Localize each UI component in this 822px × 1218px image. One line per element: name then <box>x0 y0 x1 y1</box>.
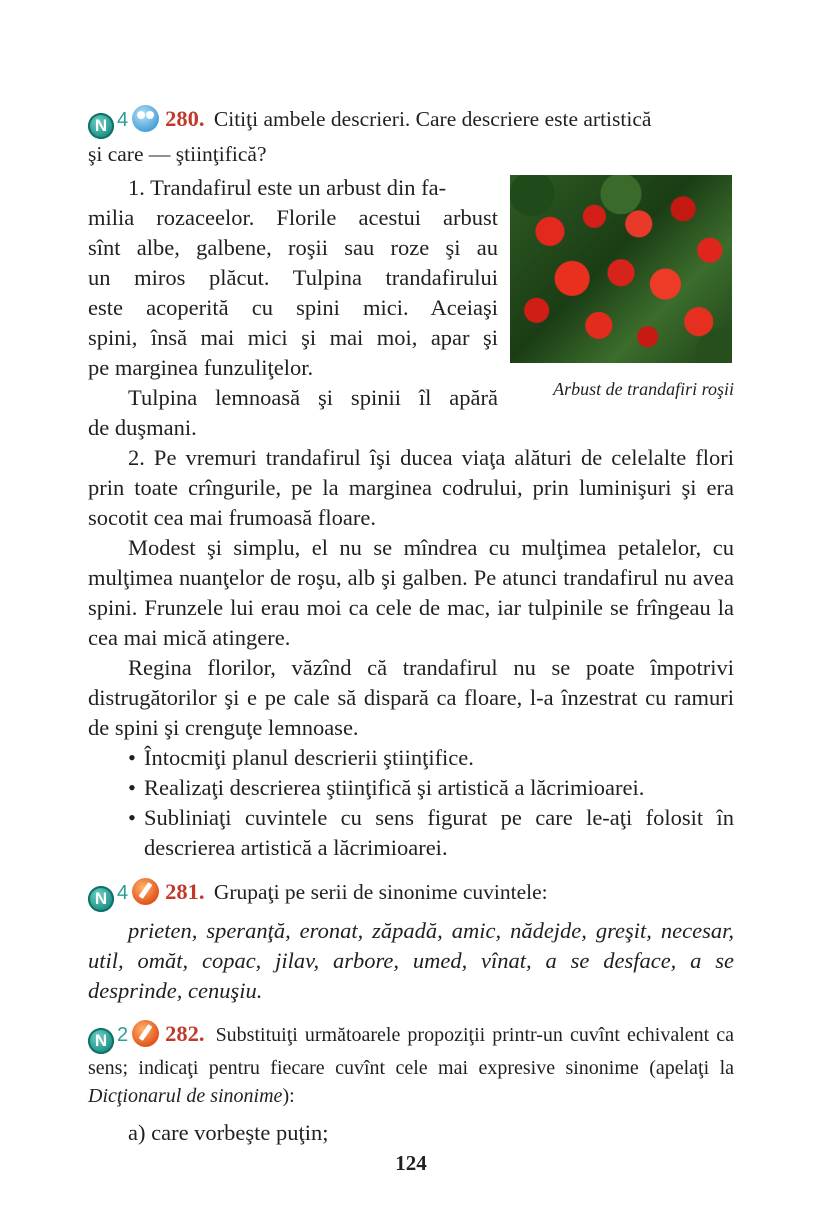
exercise-number: 280. <box>165 106 205 131</box>
exercise-prompt: Citiţi ambele descrieri. Care descriere este artistică <box>213 107 652 131</box>
page-number: 124 <box>395 1151 427 1175</box>
exercise-280-header <box>88 104 734 169</box>
text-2: 2. Pe vremuri trandafirul îşi ducea viaţa alături de celelalte flori prin toate crîngurile, pe la marginea codrului, prin luminişuri şi era socotit cea mai frumoasă floare. <box>88 445 734 530</box>
difficulty-level: 4 <box>117 882 129 904</box>
exercise-280-body <box>88 169 734 863</box>
level-badge-icon: N <box>88 886 114 912</box>
text1-line: milia rozaceelor. Florile acestui arbust <box>88 205 498 230</box>
text1-line: Tulpina lemnoasă şi spinii îl apără <box>128 385 498 410</box>
task-item: • Subliniaţi cuvintele cu sens figurat pe care le-aţi folosit în descrierea artistică a lăcrimioarei. <box>128 803 734 863</box>
exercise-number: 281. <box>165 879 205 904</box>
text1-line: un miros plăcut. Tulpina trandafirului <box>88 265 498 290</box>
writing-task-icon <box>132 1020 159 1047</box>
text-1 <box>88 169 498 413</box>
exercise-281-header <box>88 877 734 912</box>
rose-bush-photo <box>510 175 732 363</box>
figure-caption: Arbust de trandafiri roşii <box>553 379 734 399</box>
text1-line: spini, însă mai mici şi mai moi, apar şi <box>88 325 498 350</box>
text-3: Modest şi simplu, el nu se mîndrea cu mulţimea petalelor, cu mulţimea nuanţelor de roşu, alb şi galben. Pe atunci trandafirul nu avea spini. Frunzele lui erau moi ca cele de mac, iar tulpinile se frîngeau la cea mai mică atingere. <box>88 535 734 650</box>
difficulty-level: 4 <box>117 109 129 131</box>
dictionary-reference: Dicţionarul de sinonime <box>88 1085 283 1107</box>
exercise-number: 282. <box>165 1021 205 1046</box>
text1-line: 1. Trandafirul este un arbust din fa- <box>128 175 447 200</box>
text-4: Regina florilor, văzînd că trandafirul nu se poate împotrivi distrugătorilor şi e pe cale să dispară ca floare, l-a înzestrat cu ramuri de spini şi crenguţe lemnoase. <box>88 655 734 740</box>
difficulty-level: 2 <box>117 1024 129 1046</box>
text1-line: de duşmani. <box>88 415 197 440</box>
page-content <box>88 104 734 1148</box>
level-badge-icon: N <box>88 1028 114 1054</box>
task-item: • Întocmiţi planul descrierii ştiinţifice. <box>128 743 734 773</box>
exercise-prompt: Substituiţi următoarele propoziţii printr-un cuvînt echivalent ca sens; indicaţi pentru fiecare cuvînt cele mai expresive sinonime (apelaţi la <box>88 1024 735 1079</box>
task-item: • Realizaţi descrierea ştiinţifică şi artistică a lăcrimioarei. <box>128 773 734 803</box>
rose-figure <box>508 175 734 401</box>
text1-line: pe marginea funzuliţelor. <box>88 355 314 380</box>
synonym-words: prieten, speranţă, eronat, zăpadă, amic, nădejde, greşit, necesar, util, omăt, copac, jilav, arbore, umed, vînat, a se desface, a se desprinde, cenuşiu. <box>88 918 734 1003</box>
exercise-282-header <box>88 1020 734 1110</box>
item-a: a) care vorbeşte puţin; <box>128 1120 329 1145</box>
task-list <box>88 743 734 863</box>
writing-task-icon <box>132 878 159 905</box>
text1-line: sînt albe, galbene, roşii sau roze şi au <box>88 235 498 260</box>
pair-work-icon <box>132 105 159 132</box>
exercise-prompt-cont: şi care — ştiinţifică? <box>88 142 267 166</box>
exercise-prompt: Grupaţi pe serii de sinonime cuvintele: <box>213 880 548 904</box>
level-badge-icon: N <box>88 113 114 139</box>
text1-line: este acoperită cu spini mici. Aceiaşi <box>88 295 498 320</box>
exercise-prompt-end: ): <box>282 1085 295 1107</box>
